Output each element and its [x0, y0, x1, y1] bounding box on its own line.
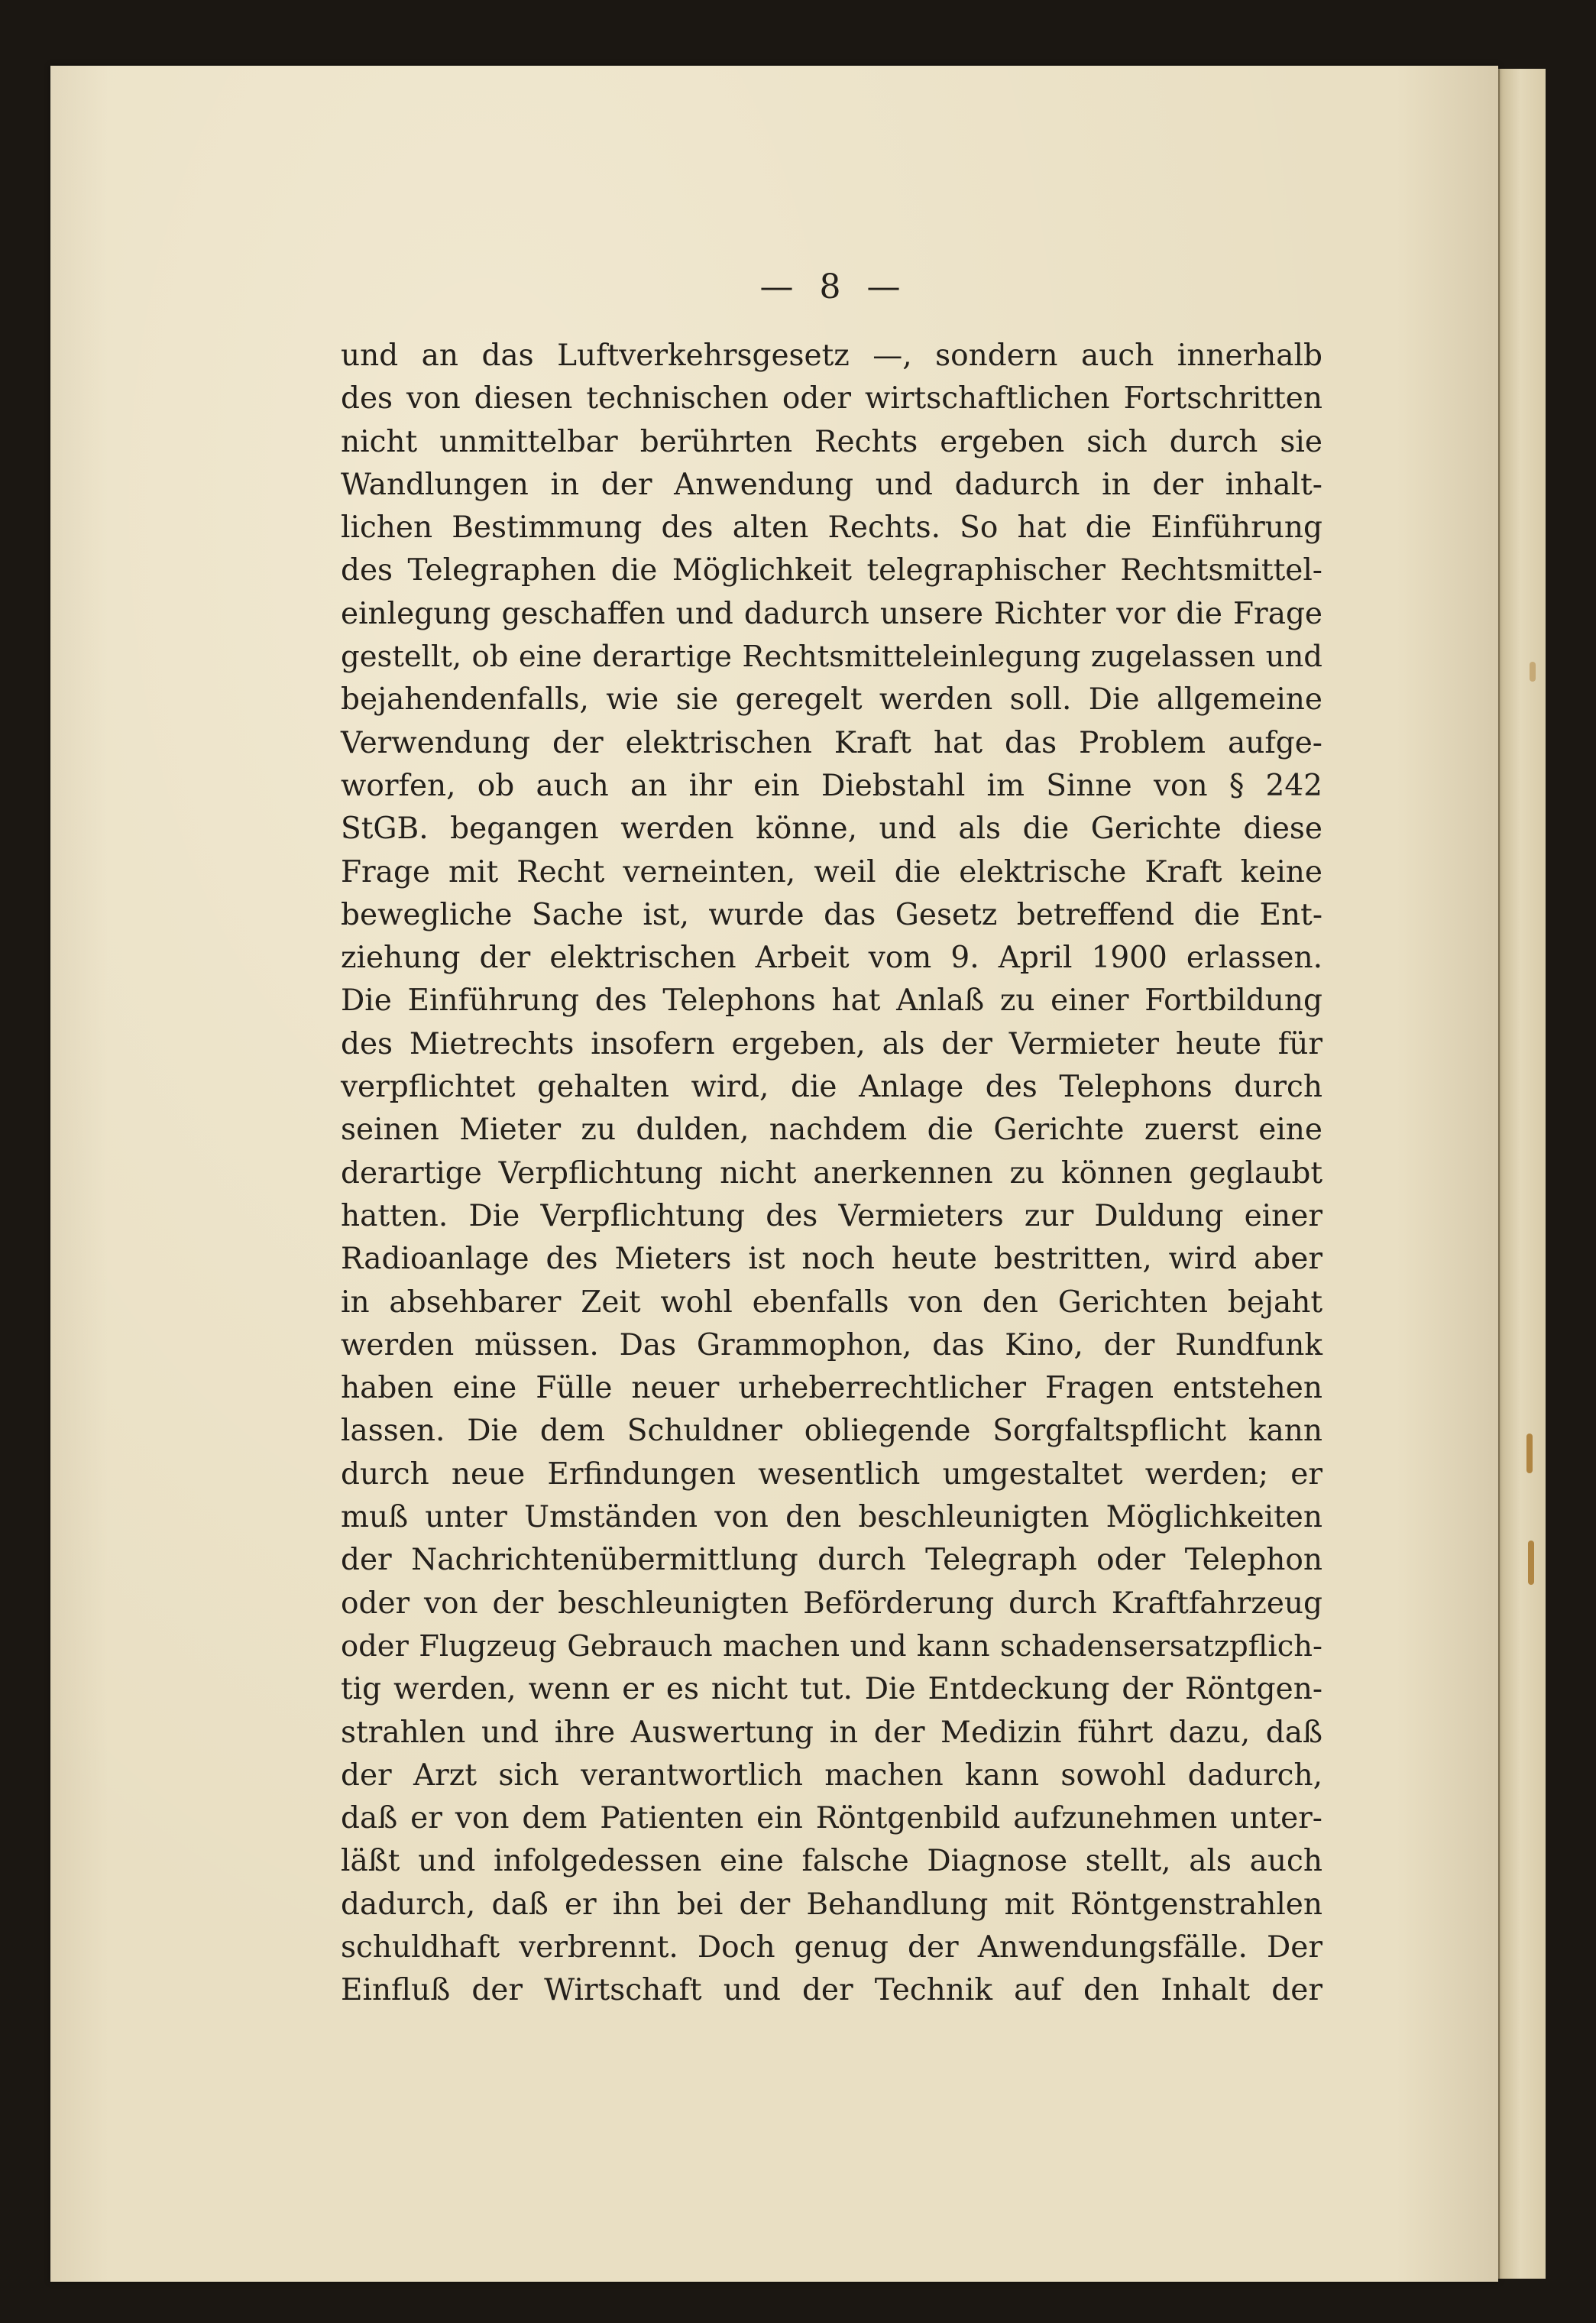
text-line: des von diesen technischen oder wirtschaftlichen Fortschritten — [341, 381, 1322, 416]
text-line: worfen, ob auch an ihr ein Diebstahl im Sinne von § 242 — [341, 768, 1322, 803]
text-line: Frage mit Recht verneinten, weil die elektrische Kraft keine — [341, 854, 1322, 889]
text-line: oder Flugzeug Gebrauch machen und kann schadensersatzpflich- — [341, 1628, 1322, 1664]
text-line: muß unter Umständen von den beschleunigten Möglichkeiten — [341, 1500, 1322, 1535]
text-line: Die Einführung des Telephons hat Anlaß zu einer Fortbildung — [341, 983, 1322, 1019]
text-line: läßt und infolgedessen eine falsche Diagnose stellt, als auch — [341, 1844, 1322, 1879]
text-line: lichen Bestimmung des alten Rechts. So hat die Einführung — [341, 510, 1322, 546]
text-line: bejahendenfalls, wie sie geregelt werden soll. Die allgemeine — [341, 682, 1322, 718]
paper-stain — [1530, 662, 1536, 682]
text-line: oder von der beschleunigten Beförderung durch Kraftfahrzeug — [341, 1586, 1322, 1621]
text-line: gestellt, ob eine derartige Rechtsmitteleinlegung zugelassen und — [341, 640, 1322, 675]
text-line: der Arzt sich verantwortlich machen kann sowohl dadurch, — [341, 1758, 1322, 1793]
text-line: tig werden, wenn er es nicht tut. Die Entdeckung der Röntgen- — [341, 1672, 1322, 1707]
text-line: des Telegraphen die Möglichkeit telegraphischer Rechtsmittel- — [341, 553, 1322, 588]
text-line: Verwendung der elektrischen Kraft hat das Problem aufge- — [341, 725, 1322, 760]
text-line: verpflichtet gehalten wird, die Anlage des Telephons durch — [341, 1070, 1322, 1105]
text-line: daß er von dem Patienten ein Röntgenbild aufzunehmen unter- — [341, 1801, 1322, 1836]
text-line: einlegung geschaffen und dadurch unsere Richter vor die Frage — [341, 596, 1322, 631]
text-line: in absehbarer Zeit wohl ebenfalls von den Gerichten bejaht — [341, 1285, 1322, 1320]
text-line: und an das Luftverkehrsgesetz —, sondern auch innerhalb — [341, 339, 1322, 373]
text-line: durch neue Erfindungen wesentlich umgestaltet werden; er — [341, 1456, 1322, 1492]
text-line: dadurch, daß er ihn bei der Behandlung mit Röntgenstrahlen — [341, 1887, 1322, 1922]
text-line: seinen Mieter zu dulden, nachdem die Gerichte zuerst eine — [341, 1113, 1322, 1148]
text-block — [341, 267, 1322, 2013]
text-line: lassen. Die dem Schuldner obliegende Sorgfaltspflicht kann — [341, 1414, 1322, 1449]
next-page-edge — [1498, 69, 1546, 2279]
text-line: ziehung der elektrischen Arbeit vom 9. April 1900 erlassen. — [341, 941, 1322, 976]
text-line: nicht unmittelbar berührten Rechts ergeben sich durch sie — [341, 424, 1322, 459]
text-line: strahlen und ihre Auswertung in der Medizin führt dazu, daß — [341, 1715, 1322, 1750]
text-line: derartige Verpflichtung nicht anerkennen zu können geglaubt — [341, 1155, 1322, 1191]
text-line: Einfluß der Wirtschaft und der Technik auf den Inhalt der — [341, 1973, 1322, 2008]
text-line: haben eine Fülle neuer urheberrechtlicher Fragen entstehen — [341, 1371, 1322, 1406]
text-line: StGB. begangen werden könne, und als die Gerichte diese — [341, 812, 1322, 847]
text-line: der Nachrichtenübermittlung durch Telegraph oder Telephon — [341, 1543, 1322, 1578]
text-line: des Mietrechts insofern ergeben, als der Vermieter heute für — [341, 1026, 1322, 1061]
page-number: — 8 — — [759, 267, 904, 306]
text-line: Radioanlage des Mieters ist noch heute bestritten, wird aber — [341, 1242, 1322, 1277]
text-line: schuldhaft verbrennt. Doch genug der Anwendungsfälle. Der — [341, 1929, 1322, 1965]
text-line: werden müssen. Das Grammophon, das Kino, der Rundfunk — [341, 1327, 1322, 1362]
body-text — [341, 335, 1322, 2013]
paper-stain — [1526, 1434, 1533, 1473]
paper-stain — [1528, 1541, 1534, 1585]
text-line: Wandlungen in der Anwendung und dadurch in der inhalt- — [341, 467, 1322, 502]
text-line: hatten. Die Verpflichtung des Vermieters zur Duldung einer — [341, 1198, 1322, 1233]
text-line: bewegliche Sache ist, wurde das Gesetz betreffend die Ent- — [341, 897, 1322, 932]
